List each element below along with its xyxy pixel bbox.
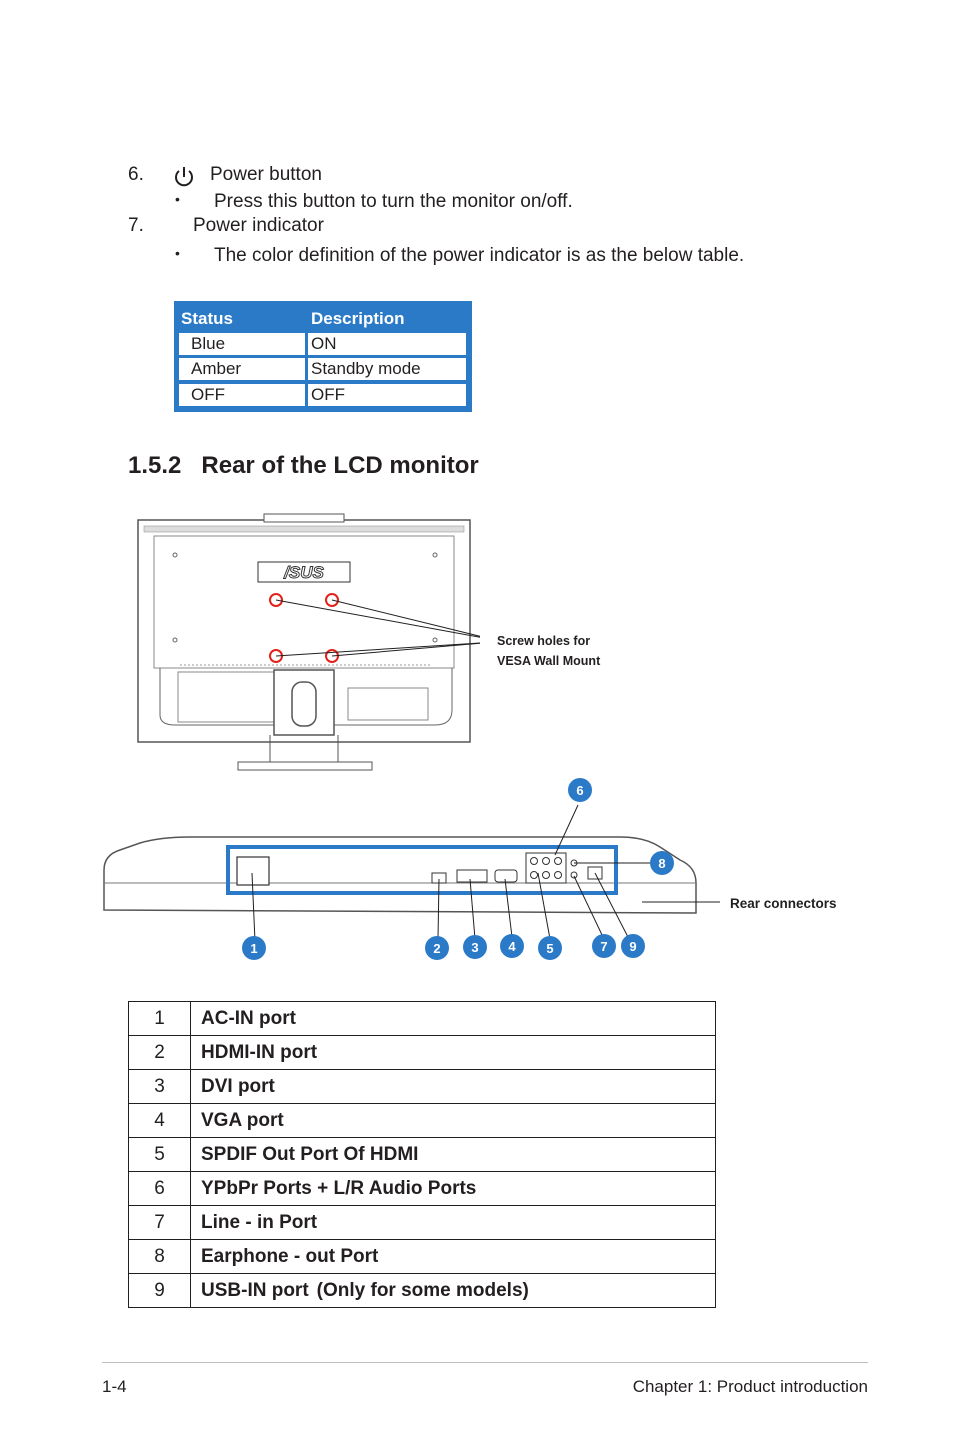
table-row bbox=[129, 1206, 716, 1240]
screw-holes-label: VESA Wall Mount bbox=[497, 654, 601, 668]
section-number: 1.5.2 bbox=[128, 452, 182, 479]
port-number: 2 bbox=[129, 1036, 191, 1070]
callout-badge-8: 8 bbox=[650, 851, 674, 875]
callout-badge-1: 1 bbox=[242, 936, 266, 960]
port-cell bbox=[191, 1104, 716, 1138]
dvi-port bbox=[457, 870, 487, 882]
port-cell bbox=[191, 1070, 716, 1104]
table-cell-description: OFF bbox=[308, 384, 466, 406]
port-cell bbox=[191, 1138, 716, 1172]
port-note: (Only for some models) bbox=[316, 1279, 529, 1301]
port-cell bbox=[191, 1240, 716, 1274]
section-title: Rear of the LCD monitor bbox=[201, 452, 479, 479]
port-label: Line - in Port bbox=[201, 1211, 318, 1233]
port-number: 5 bbox=[129, 1138, 191, 1172]
port-cell bbox=[191, 1036, 716, 1070]
table-row bbox=[129, 1070, 716, 1104]
port-label: AC-IN port bbox=[201, 1007, 296, 1029]
port-number: 3 bbox=[129, 1070, 191, 1104]
table-cell-status: Blue bbox=[179, 333, 305, 355]
port-label: HDMI-IN port bbox=[201, 1041, 318, 1063]
port-label: DVI port bbox=[201, 1075, 275, 1097]
bullet: • bbox=[175, 191, 180, 207]
port-number: 7 bbox=[129, 1206, 191, 1240]
table-row bbox=[129, 1138, 716, 1172]
power-button-desc: Press this button to turn the monitor on/off. bbox=[214, 191, 573, 212]
table-cell-description: Standby mode bbox=[308, 358, 466, 380]
power-indicator-desc: The color definition of the power indicator is as the below table. bbox=[214, 245, 745, 266]
port-number: 4 bbox=[129, 1104, 191, 1138]
ac-in-port bbox=[237, 857, 269, 885]
callout-badge-5: 5 bbox=[538, 936, 562, 960]
section-heading bbox=[128, 452, 479, 480]
table-row bbox=[129, 1172, 716, 1206]
power-icon bbox=[173, 165, 195, 189]
table-cell-status: OFF bbox=[179, 384, 305, 406]
callout-badge-9: 9 bbox=[621, 934, 645, 958]
table-header-description: Description bbox=[311, 309, 405, 328]
table-header-status: Status bbox=[181, 309, 233, 328]
port-cell bbox=[191, 1274, 716, 1308]
footer-divider bbox=[102, 1362, 868, 1363]
callout-badge-4: 4 bbox=[500, 934, 524, 958]
power-indicator-title: Power indicator bbox=[193, 215, 324, 236]
vga-port bbox=[495, 870, 517, 882]
power-indicator-table bbox=[174, 301, 472, 412]
port-number: 9 bbox=[129, 1274, 191, 1308]
table-row bbox=[129, 1002, 716, 1036]
port-number: 1 bbox=[129, 1002, 191, 1036]
table-row bbox=[129, 1036, 716, 1070]
callout-badge-3: 3 bbox=[463, 935, 487, 959]
list-number-6: 6. bbox=[128, 164, 144, 185]
port-number: 8 bbox=[129, 1240, 191, 1274]
table-cell-status: Amber bbox=[179, 358, 305, 380]
port-cell bbox=[191, 1206, 716, 1240]
screw-holes-label: Screw holes for bbox=[497, 634, 591, 648]
port-cell bbox=[191, 1002, 716, 1036]
svg-text:/SUS: /SUS bbox=[284, 563, 324, 582]
chapter-title: Chapter 1: Product introduction bbox=[632, 1377, 868, 1396]
monitor-rear-illustration bbox=[130, 510, 480, 775]
callout-badge-2: 2 bbox=[425, 936, 449, 960]
table-cell-description: ON bbox=[308, 333, 466, 355]
table-row bbox=[129, 1104, 716, 1138]
rear-connectors-label: Rear connectors bbox=[730, 896, 837, 911]
callout-badge-7: 7 bbox=[592, 934, 616, 958]
page-number: 1-4 bbox=[102, 1377, 127, 1396]
port-cell bbox=[191, 1172, 716, 1206]
port-label: VGA port bbox=[201, 1109, 284, 1131]
port-number: 6 bbox=[129, 1172, 191, 1206]
port-label: SPDIF Out Port Of HDMI bbox=[201, 1143, 419, 1165]
port-label: YPbPr Ports + L/R Audio Ports bbox=[201, 1177, 477, 1199]
ports-table bbox=[128, 1001, 716, 1308]
list-number-7: 7. bbox=[128, 215, 144, 236]
port-label: USB-IN port bbox=[201, 1279, 309, 1301]
callout-badge-6: 6 bbox=[568, 778, 592, 802]
table-row bbox=[129, 1240, 716, 1274]
power-button-title: Power button bbox=[210, 164, 322, 185]
port-label: Earphone - out Port bbox=[201, 1245, 379, 1267]
bullet: • bbox=[175, 245, 180, 261]
table-row bbox=[129, 1274, 716, 1308]
